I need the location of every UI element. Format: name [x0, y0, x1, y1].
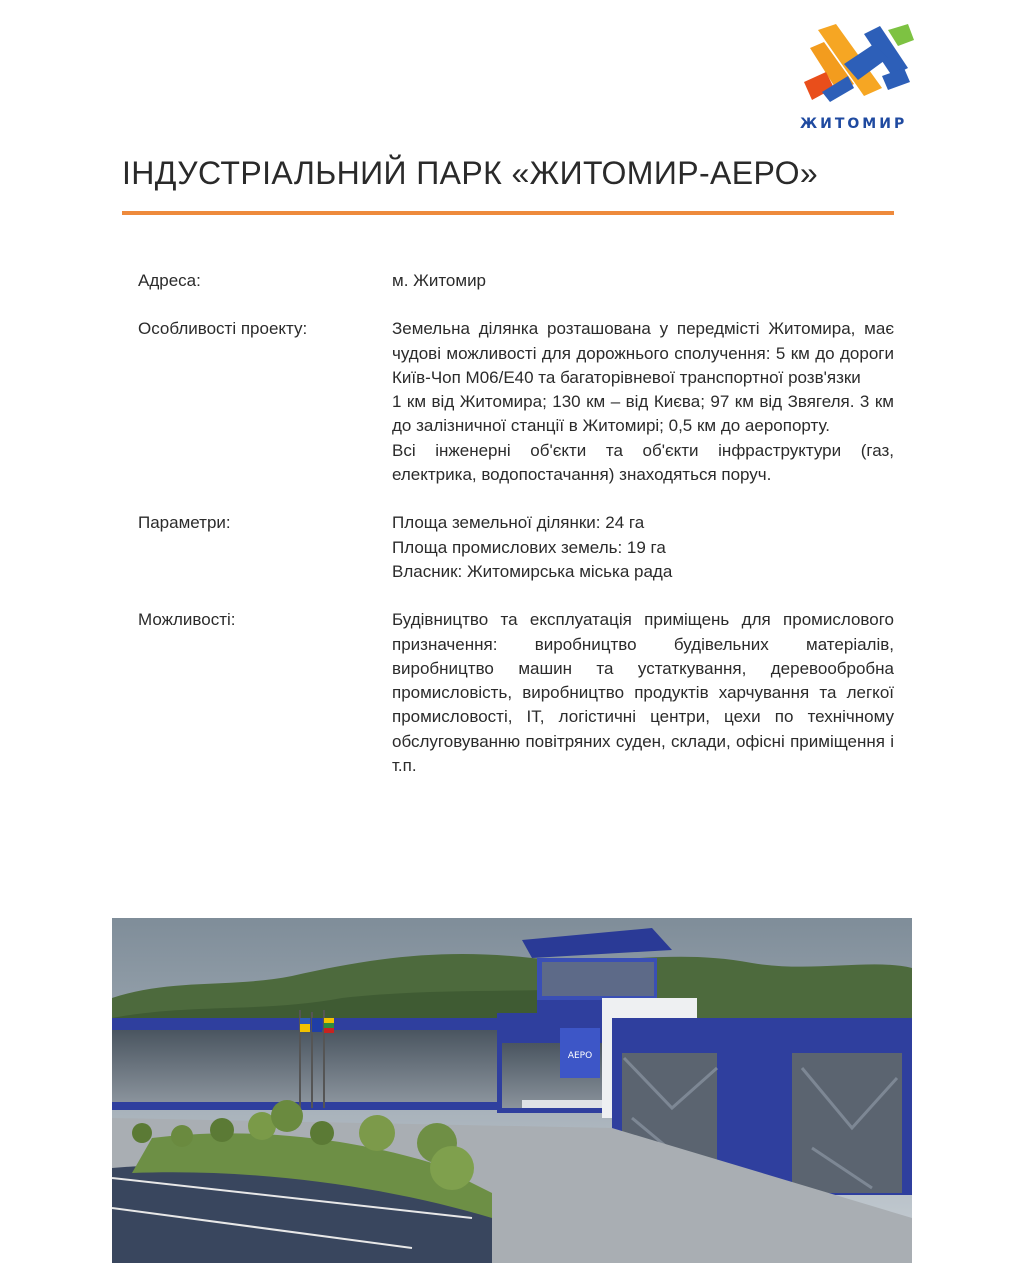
parameters-line: Власник: Житомирська міська рада [392, 561, 673, 581]
title-underline [122, 211, 894, 215]
features-paragraph: Земельна ділянка розташована у передмісті Житомира, має чудові можливості для дорожнього сполучення: 5 км до дороги Київ-Чоп М06/Е40 та багаторівневої транспортної розв'язки [392, 319, 894, 387]
logo-x-mark-icon [804, 24, 914, 104]
page-title: ІНДУСТРІАЛЬНИЙ ПАРК «ЖИТОМИР-АЕРО» [122, 155, 819, 191]
features-paragraph: 1 км від Житомира; 130 км – від Києва; 97 км від Звягеля. 3 км до залізничної станції в Житомирі; 0,5 км до аеропорту. [392, 392, 894, 436]
parameters-value [392, 511, 894, 584]
features-paragraph: Всі інженерні об'єкти та об'єкти інфраструктури (газ, електрика, водопостачання) знаходяться поруч. [392, 440, 894, 485]
features-row [138, 317, 894, 487]
sign-text: АЕРО [567, 1051, 593, 1061]
logo-text: ЖИТОМИР [800, 116, 908, 132]
opportunities-row [138, 608, 894, 778]
parameters-label: Параметри: [138, 513, 231, 533]
address-value: м. Житомир [392, 271, 487, 290]
address-row [138, 269, 894, 293]
zhytomyr-logo [796, 24, 920, 136]
parameters-line: Площа земельної ділянки: 24 га [392, 513, 645, 533]
opportunities-value: Будівництво та експлуатація приміщень для промислового призначення: виробництво будівельних матеріалів, виробництво машин та устаткування, деревообробна промисловість, виробництво продуктів харчування та легкої промисловості, IT, логістичні центри, цехи по технічному обслуговуванню повітряних суден, склади, офісні приміщення і т.п. [392, 610, 894, 776]
address-label: Адреса: [138, 271, 201, 290]
features-value [392, 317, 894, 487]
opportunities-label: Можливості: [138, 610, 236, 630]
parameters-line: Площа промислових земель: 19 га [392, 537, 666, 557]
airport-building-rendering [112, 918, 912, 1263]
rendering-illustration [112, 918, 912, 1263]
features-label: Особливості проекту: [138, 319, 308, 339]
info-table [138, 269, 894, 802]
parameters-row [138, 511, 894, 584]
